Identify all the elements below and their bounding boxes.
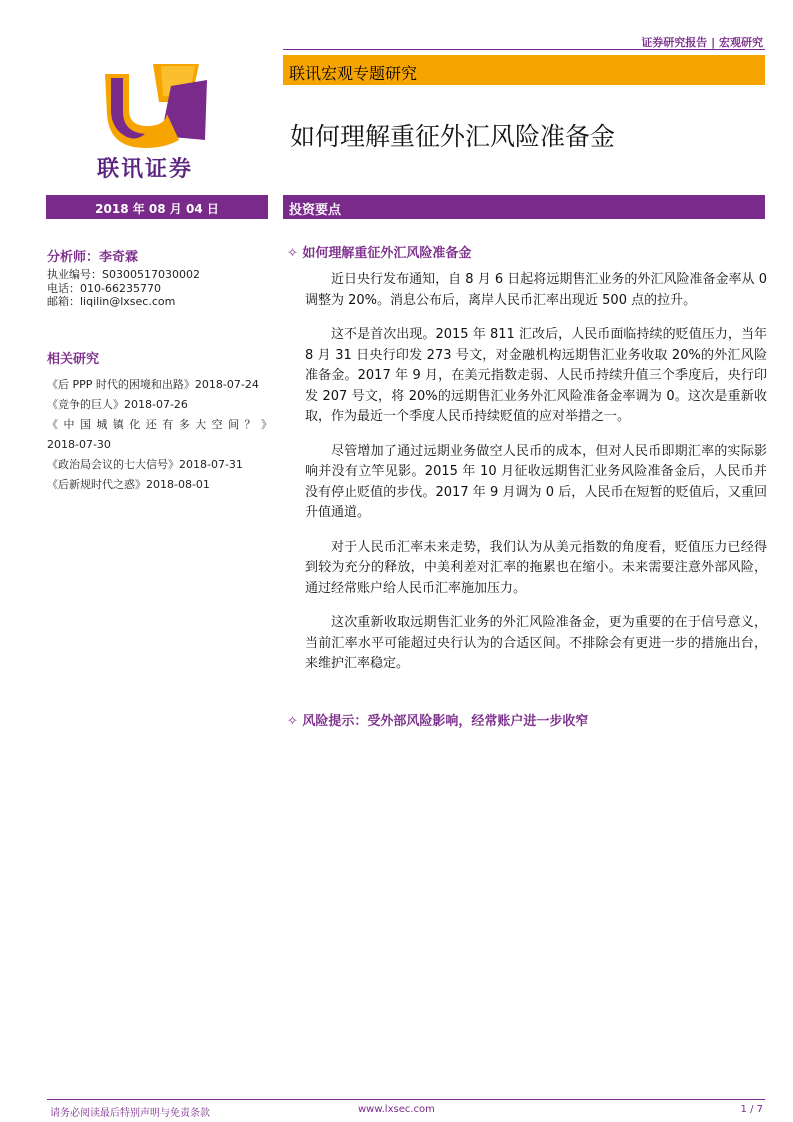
related-item[interactable]: 《后新规时代之惑》2018-08-01: [47, 478, 210, 491]
report-title: 如何理解重征外汇风险准备金: [290, 122, 616, 151]
footer-disclaimer: 请务必阅读最后特别声明与免责条款: [50, 1108, 210, 1119]
brand-logo-text: 联讯证券: [97, 157, 194, 182]
key-points-title: 投资要点: [289, 203, 342, 218]
analyst-license: 执业编号：S0300517030002: [47, 268, 200, 281]
analyst-name: 分析师：李奇霖: [47, 250, 139, 265]
page-number: 1 / 7: [740, 1104, 763, 1115]
body-text: [305, 270, 767, 689]
paragraph: 这不是首次出现。2015 年 811 汇改后，人民币面临持续的贬值压力，当年 8 月 31 日央行印发 273 号文，对金融机构远期售汇业务收取 20%的外汇风险准备金。2017 年 9 月，在美元指数走弱、人民币持续升值三个季度后，央行印发 207 号文，将 20%的远期售汇业务外汇风险准备金率调为 0。这次是重新收取，作为最近一个季度人民币持续贬值的应对举措之一。: [305, 327, 767, 424]
related-item[interactable]: 《中国城镇化还有多大空间？》: [47, 418, 272, 431]
related-item[interactable]: 《竞争的巨人》2018-07-26: [47, 398, 188, 411]
related-research-title: 相关研究: [47, 352, 100, 367]
section-heading: ✧ 如何理解重征外汇风险准备金: [287, 246, 472, 261]
header-rule: [283, 49, 765, 50]
paragraph: 近日央行发布通知，自 8 月 6 日起将远期售汇业务的外汇风险准备金率从 0 调整为 20%。消息公布后，离岸人民币汇率出现近 500 点的拉升。: [305, 272, 767, 308]
series-banner: [283, 55, 765, 85]
related-item-date: 2018-07-30: [47, 438, 111, 451]
paragraph: 尽管增加了通过远期业务做空人民币的成本，但对人民币即期汇率的实际影响并没有立竿见影。2015 年 10 月征收远期售汇业务风险准备金后，人民币并没有停止贬值的步伐。2017 年 9 月调为 0 后，人民币在短暂的贬值后，又重回升值通道。: [305, 443, 767, 520]
paragraph: 对于人民币汇率未来走势，我们认为从美元指数的角度看，贬值压力已经得到较为充分的释放，中美利差对汇率的拖累也在缩小。未来需要注意外部风险，通过经常账户给人民币汇率施加压力。: [305, 539, 767, 596]
related-item[interactable]: 《政治局会议的七大信号》2018-07-31: [47, 458, 243, 471]
risk-heading: ✧ 风险提示：受外部风险影响，经常账户进一步收窄: [287, 714, 589, 729]
date-banner: [46, 195, 268, 219]
analyst-email[interactable]: 邮箱：liqilin@lxsec.com: [47, 295, 176, 308]
related-item[interactable]: 《后 PPP 时代的困境和出路》2018-07-24: [47, 378, 259, 391]
analyst-info: [47, 246, 272, 309]
key-points-banner: [283, 195, 765, 219]
analyst-phone: 电话：010-66235770: [47, 281, 161, 295]
series-title: 联讯宏观专题研究: [289, 64, 418, 83]
related-research: [47, 348, 272, 495]
footer-website[interactable]: www.lxsec.com: [358, 1104, 435, 1115]
report-date: 2018 年 08 月 04 日: [95, 202, 219, 216]
paragraph: 这次重新收取远期售汇业务的外汇风险准备金，更为重要的在于信号意义，当前汇率水平可能超过央行认为的合适区间。不排除会有更进一步的措施出台，来维护汇率稳定。: [305, 615, 767, 671]
footer-rule: [47, 1099, 765, 1100]
report-category-tag: 证券研究报告 | 宏观研究: [641, 36, 763, 49]
